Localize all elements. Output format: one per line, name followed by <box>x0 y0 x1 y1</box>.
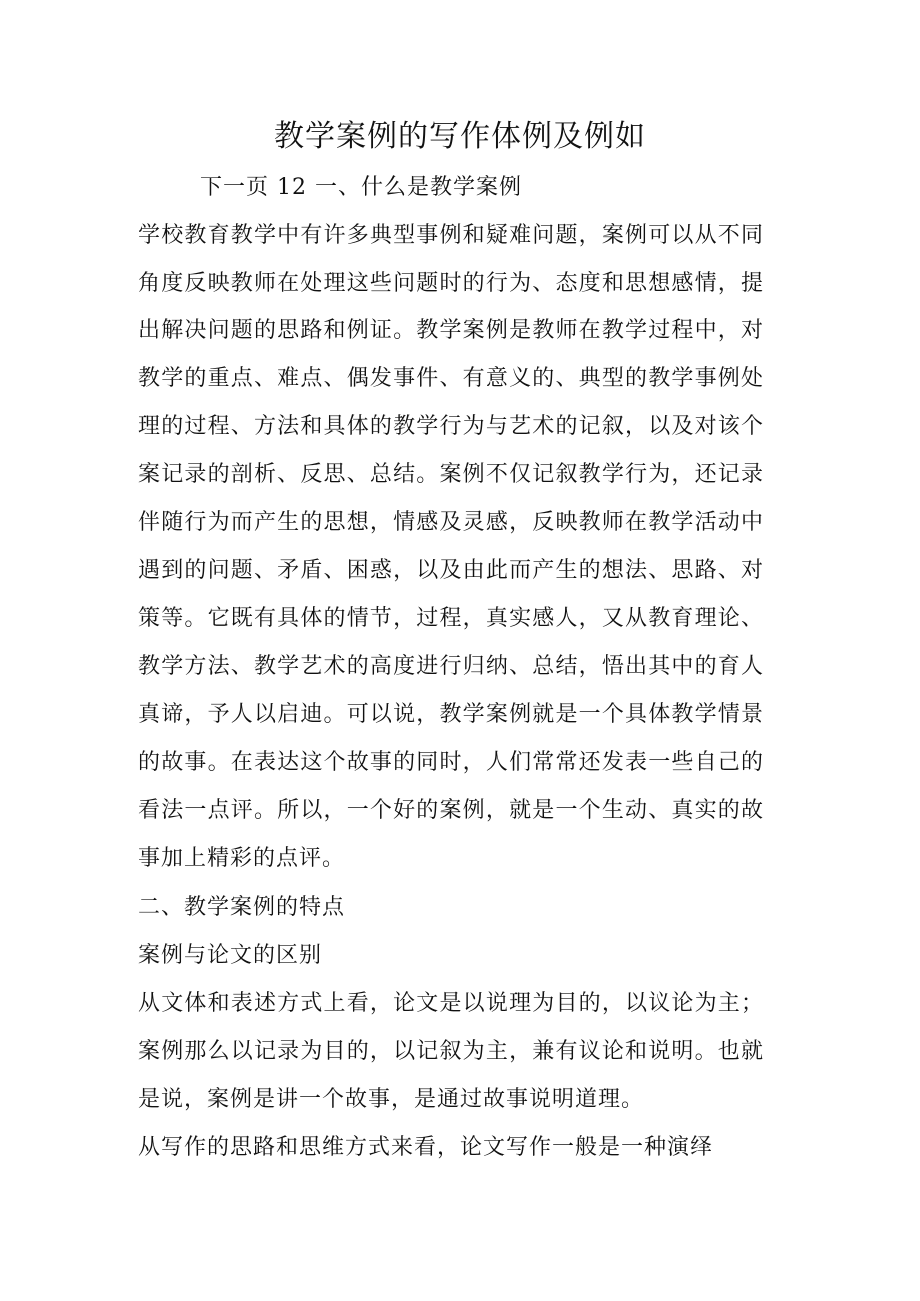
paragraph-line: 教学的重点、难点、偶发事件、有意义的、典型的教学事例处 <box>138 366 764 391</box>
paragraph-line: 真谛，予人以启迪。可以说，教学案例就是一个具体教学情景 <box>138 702 764 727</box>
paragraph-line: 是说，案例是讲一个故事，是通过故事说明道理。 <box>138 1087 645 1112</box>
paragraph-line: 出解决问题的思路和例证。教学案例是教师在教学过程中，对 <box>138 318 764 343</box>
section-heading-2: 二、教学案例的特点 <box>138 895 346 920</box>
subsection-heading: 案例与论文的区别 <box>138 943 323 968</box>
paragraph-line: 理的过程、方法和具体的教学行为与艺术的记叙，以及对该个 <box>138 414 764 439</box>
paragraph-line: 案例那么以记录为目的，以记叙为主，兼有议论和说明。也就 <box>138 1039 764 1064</box>
paragraph-line: 伴随行为而产生的思想，情感及灵感，反映教师在教学活动中 <box>138 510 764 535</box>
paragraph-line: 遇到的问题、矛盾、困惑，以及由此而产生的想法、思路、对 <box>138 558 764 583</box>
paragraph-line: 案记录的剖析、反思、总结。案例不仅记叙教学行为，还记录 <box>138 462 764 487</box>
paragraph-line: 角度反映教师在处理这些问题时的行为、态度和思想感情，提 <box>138 271 764 296</box>
paragraph-line: 策等。它既有具体的情节，过程，真实感人，又从教育理论、 <box>138 606 764 631</box>
paragraph-line: 从文体和表述方式上看，论文是以说理为目的，以议论为主； <box>138 991 764 1016</box>
paragraph-line: 看法一点评。所以，一个好的案例，就是一个生动、真实的故 <box>138 798 764 823</box>
paragraph-line: 的故事。在表达这个故事的同时，人们常常还发表一些自己的 <box>138 750 764 775</box>
paragraph-line: 学校教育教学中有许多典型事例和疑难问题，案例可以从不同 <box>138 223 764 248</box>
paragraph-line: 事加上精彩的点评。 <box>138 846 346 871</box>
document-title: 教学案例的写作体例及例如 <box>274 119 646 154</box>
section-heading-1: 下一页 12 一、什么是教学案例 <box>200 175 522 200</box>
paragraph-line: 教学方法、教学艺术的高度进行归纳、总结，悟出其中的育人 <box>138 654 764 679</box>
paragraph-line: 从写作的思路和思维方式来看，论文写作一般是一种演绎 <box>138 1135 714 1160</box>
